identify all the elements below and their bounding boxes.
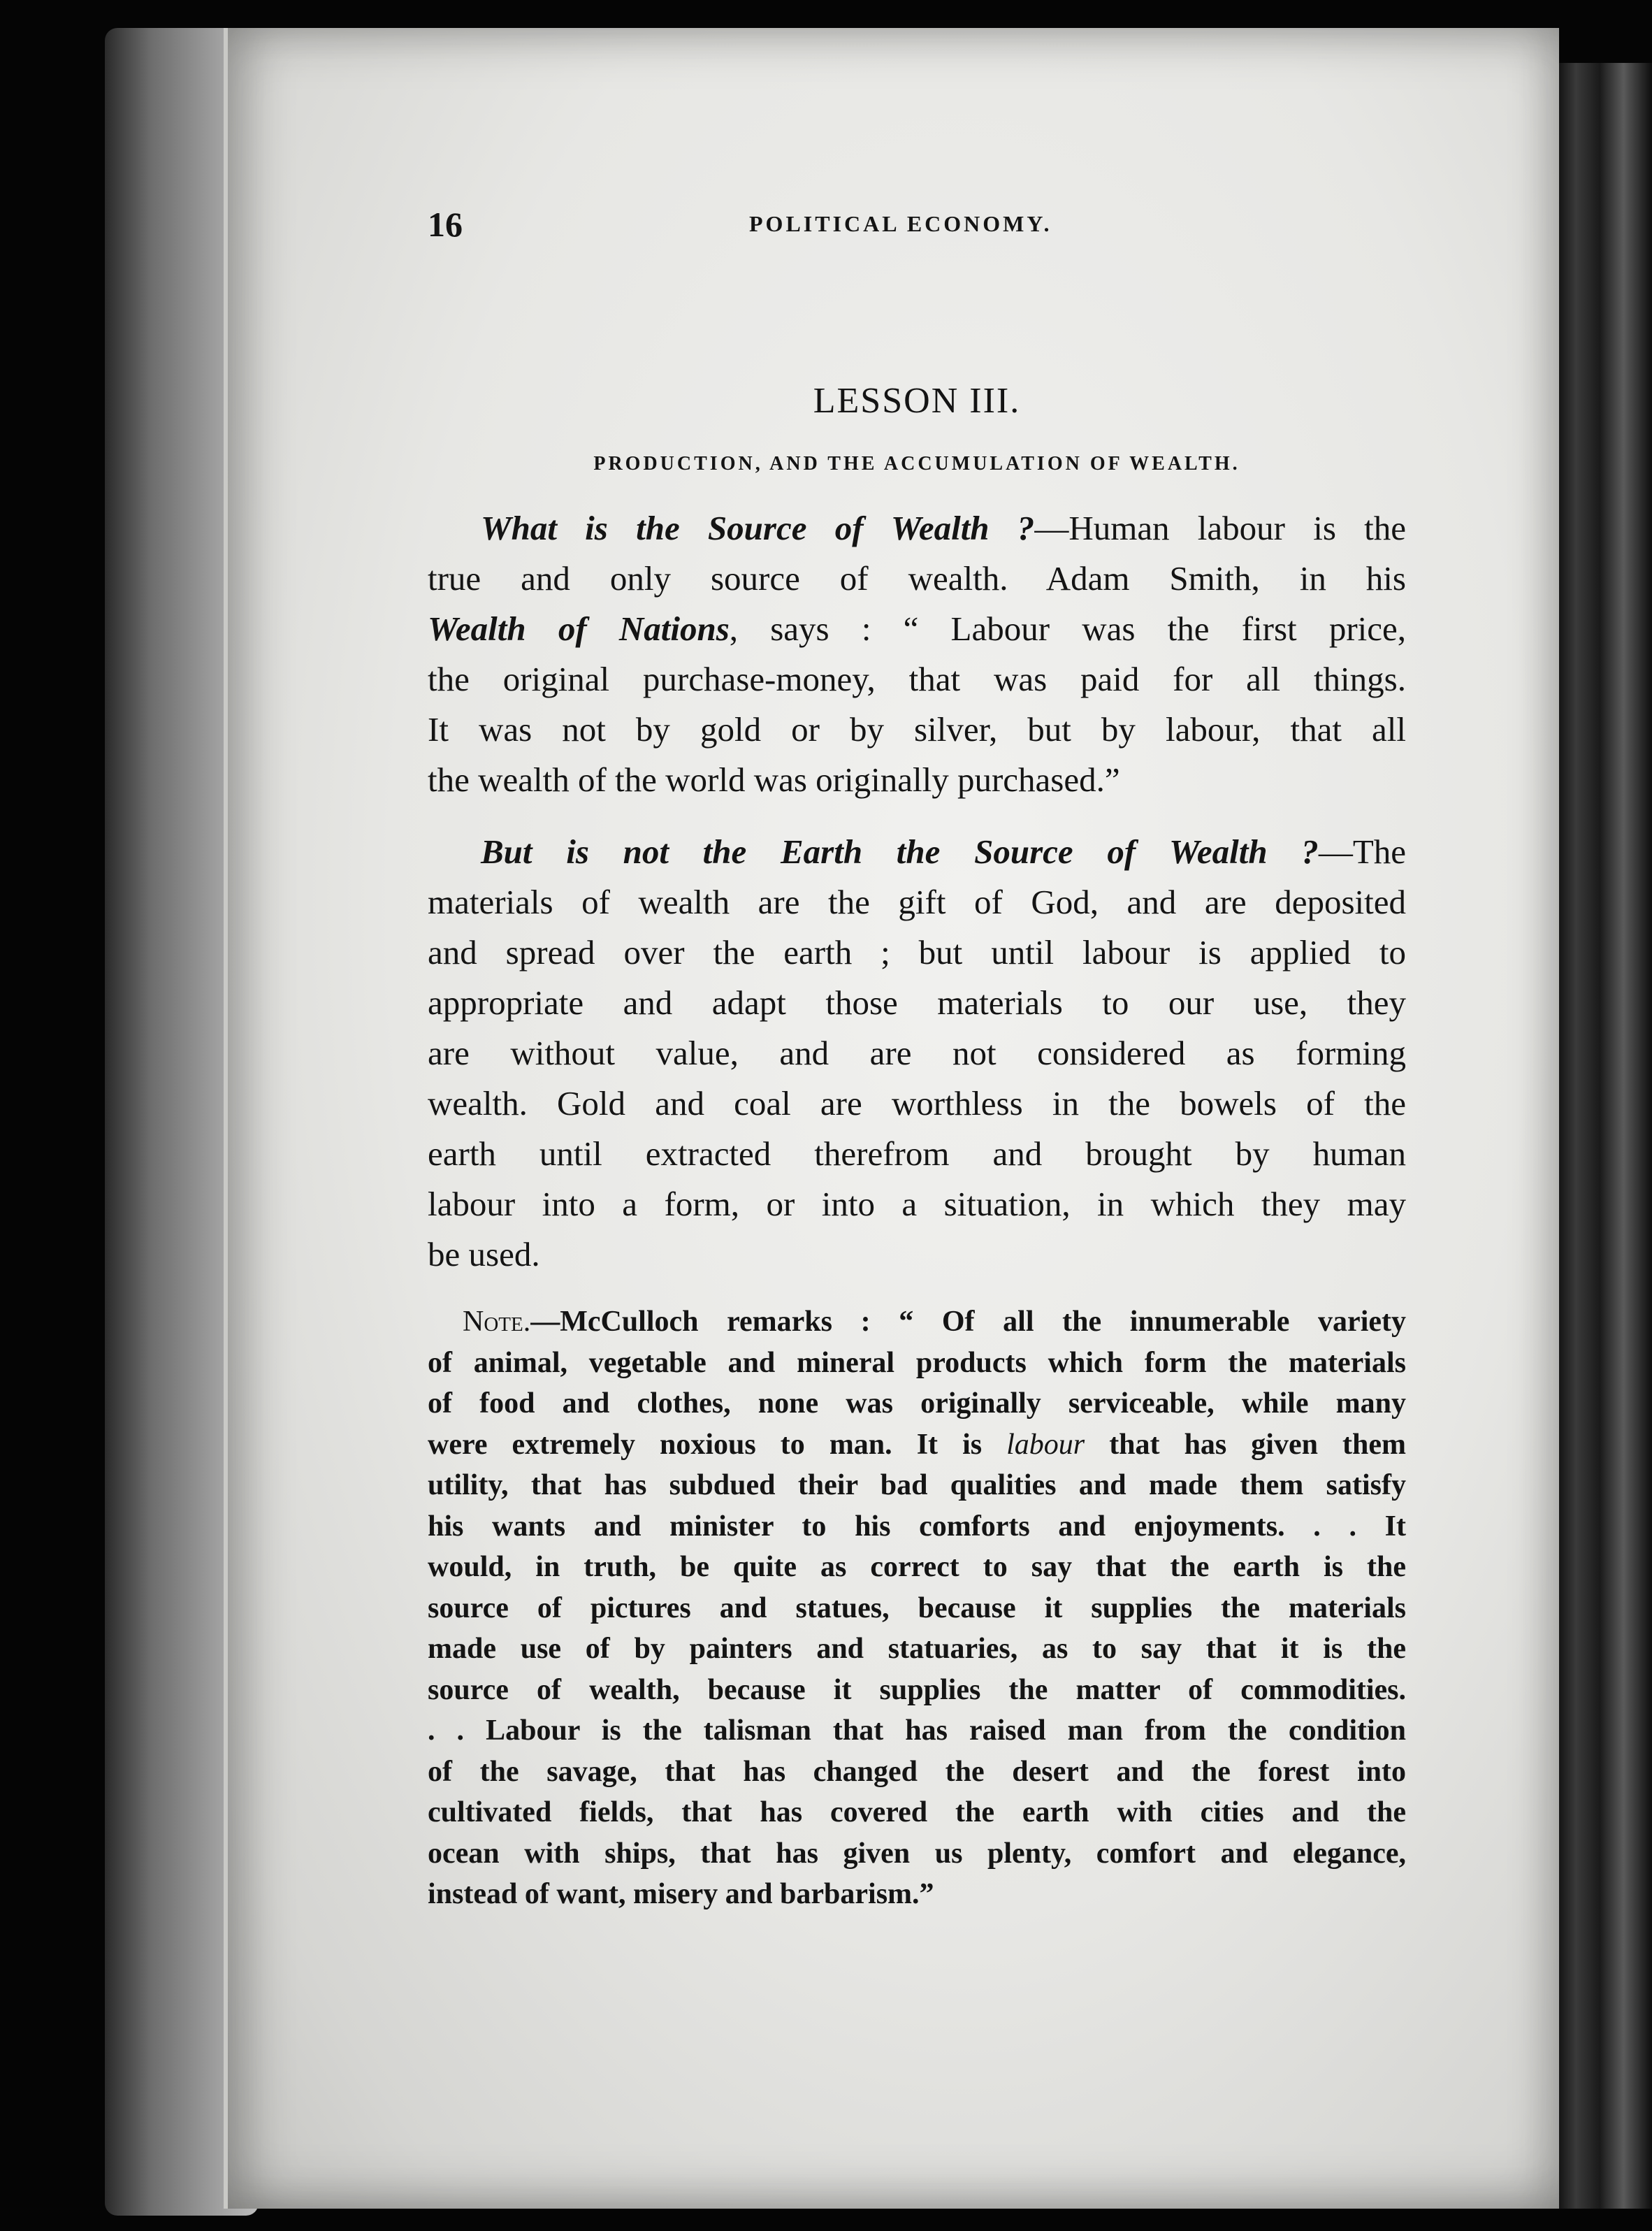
- page-number: 16: [428, 205, 463, 244]
- text-line: earth until extracted therefrom and brought by human: [428, 1134, 1406, 1173]
- scan-right-edge: [1557, 63, 1652, 2209]
- note-label: Note.: [463, 1306, 531, 1338]
- paragraph-heading: What is the Source of Wealth ?: [481, 509, 1035, 547]
- text-line: wealth. Gold and coal are worthless in the bowels of the: [428, 1084, 1406, 1122]
- paragraph-heading: But is not the Earth the Source of Wealth ?: [481, 832, 1319, 871]
- emphasis: labour: [1006, 1428, 1085, 1461]
- text-line: materials of wealth are the gift of God, and are deposited: [428, 883, 1406, 921]
- paragraph-earth-source-of-wealth: [428, 827, 1406, 1280]
- text-line: instead of want, misery and barbarism.”: [428, 1878, 934, 1910]
- text-line: would, in truth, be quite as correct to say that the earth is the: [428, 1551, 1406, 1583]
- text-line: of the savage, that has changed the desert and the forest into: [428, 1755, 1406, 1788]
- text-line: Note.—McCulloch remarks : “ Of all the innumerable variety: [463, 1306, 1406, 1338]
- text-line: the original purchase-money, that was paid for all things.: [428, 660, 1406, 698]
- book-title: Wealth of Nations: [428, 609, 730, 648]
- text-line: and spread over the earth ; but until labour is applied to: [428, 933, 1406, 972]
- text-line: appropriate and adapt those materials to our use, they: [428, 983, 1406, 1022]
- text-line: true and only source of wealth. Adam Smith, in his: [428, 559, 1406, 598]
- lesson-title: LESSON III.: [813, 381, 1021, 421]
- text-line: labour into a form, or into a situation, in which they may: [428, 1185, 1406, 1223]
- text-line: made use of by painters and statuaries, as to say that it is the: [428, 1633, 1406, 1665]
- running-header: [428, 204, 1406, 260]
- footnote-mcculloch: [428, 1301, 1406, 1915]
- text-line: utility, that has subdued their bad qualities and made them satisfy: [428, 1469, 1406, 1501]
- text-line: cultivated fields, that has covered the earth with cities and the: [428, 1796, 1406, 1828]
- text-line: But is not the Earth the Source of Wealth ?—The: [481, 832, 1406, 871]
- running-title: POLITICAL ECONOMY.: [749, 211, 1052, 236]
- text-line: Wealth of Nations, says : “ Labour was the first price,: [428, 609, 1406, 648]
- text-line: ocean with ships, that has given us plenty, comfort and elegance,: [428, 1837, 1406, 1870]
- text-line: are without value, and are not considered as forming: [428, 1034, 1406, 1072]
- text-line: the wealth of the world was originally purchased.”: [428, 760, 1120, 799]
- text-line: . . Labour is the talisman that has raised man from the condition: [428, 1714, 1406, 1747]
- text-line: source of wealth, because it supplies the matter of commodities.: [428, 1673, 1406, 1706]
- text-line: It was not by gold or by silver, but by labour, that all: [428, 710, 1406, 749]
- text-line: source of pictures and statues, because it supplies the materials: [428, 1591, 1406, 1624]
- lesson-subtitle: PRODUCTION, AND THE ACCUMULATION OF WEALTH.: [593, 453, 1240, 475]
- text-line: his wants and minister to his comforts and enjoyments. . . It: [428, 1510, 1406, 1543]
- paragraph-source-of-wealth: [428, 503, 1406, 805]
- text-line: What is the Source of Wealth ?—Human labour is the: [481, 509, 1406, 547]
- text-line: were extremely noxious to man. It is labour that has given them: [428, 1428, 1406, 1461]
- text-line: of food and clothes, none was originally serviceable, while many: [428, 1387, 1406, 1420]
- text-line: of animal, vegetable and mineral products which form the materials: [428, 1346, 1406, 1379]
- text-line: be used.: [428, 1235, 540, 1273]
